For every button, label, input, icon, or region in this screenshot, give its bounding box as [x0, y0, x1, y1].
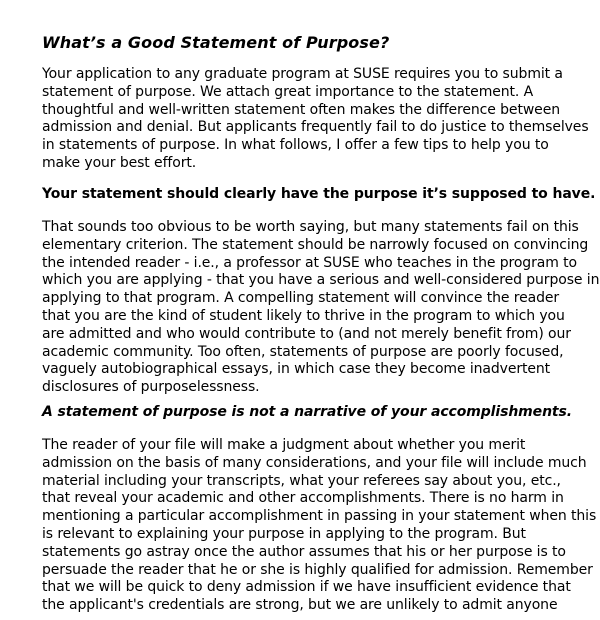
text-line: persuade the reader that he or she is highly qualified for admission. Remember [42, 561, 593, 578]
text-line: thoughtful and well-written statement often makes the difference between [42, 101, 560, 118]
text-line: That sounds too obvious to be worth saying, but many statements fail on this [42, 219, 579, 235]
text-line: that reveal your academic and other accomplishments. There is no harm in [42, 490, 564, 507]
text-line: that we will be quick to deny admission if we have insufficient evidence that [42, 579, 571, 596]
text-line: disclosures of purposelessness. [42, 379, 260, 396]
document-title: What’s a Good Statement of Purpose? [42, 33, 390, 52]
text-line: is relevant to explaining your purpose in applying to the program. But [42, 525, 526, 542]
text-line: statements go astray once the author assumes that his or her purpose is to [42, 543, 566, 560]
purpose-paragraph [42, 219, 600, 397]
text-line: admission and denial. But applicants frequently fail to do justice to themselves [42, 119, 589, 136]
text-line: admission on the basis of many considerations, and your file will include much [42, 454, 587, 471]
text-line: elementary criterion. The statement should be narrowly focused on convincing [42, 236, 589, 253]
text-line: the intended reader - i.e., a professor at SUSE who teaches in the program to [42, 254, 577, 271]
text-line: The reader of your file will make a judgment about whether you merit [42, 437, 526, 453]
section-heading-purpose: Your statement should clearly have the purpose it’s supposed to have. [42, 186, 596, 202]
section-heading-accomplishments: A statement of purpose is not a narrative of your accomplishments. [42, 404, 572, 420]
text-line: vaguely autobiographical essays, in which case they become inadvertent [42, 361, 551, 378]
text-line: statement of purpose. We attach great importance to the statement. A [42, 83, 534, 100]
text-line: are admitted and who would contribute to (and not merely benefit from) our [42, 325, 571, 342]
text-line: that you are the kind of student likely to thrive in the program to which you [42, 307, 565, 324]
text-line: mentioning a particular accomplishment in passing in your statement when this [42, 508, 597, 525]
text-line: material including your transcripts, what your referees say about you, etc., [42, 472, 561, 489]
text-line: make your best effort. [42, 154, 197, 171]
text-line: in statements of purpose. In what follows, I offer a few tips to help you to [42, 137, 549, 154]
text-line: academic community. Too often, statements of purpose are poorly focused, [42, 343, 564, 360]
text-line: applying to that program. A compelling statement will convince the reader [42, 290, 560, 307]
text-line: which you are applying - that you have a serious and well-considered purpose in [42, 272, 600, 289]
text-line: the applicant's credentials are strong, but we are unlikely to admit anyone [42, 597, 558, 614]
text-line: Your application to any graduate program at SUSE requires you to submit a [42, 66, 563, 82]
intro-paragraph [42, 66, 600, 173]
accomplishments-paragraph [42, 437, 600, 615]
